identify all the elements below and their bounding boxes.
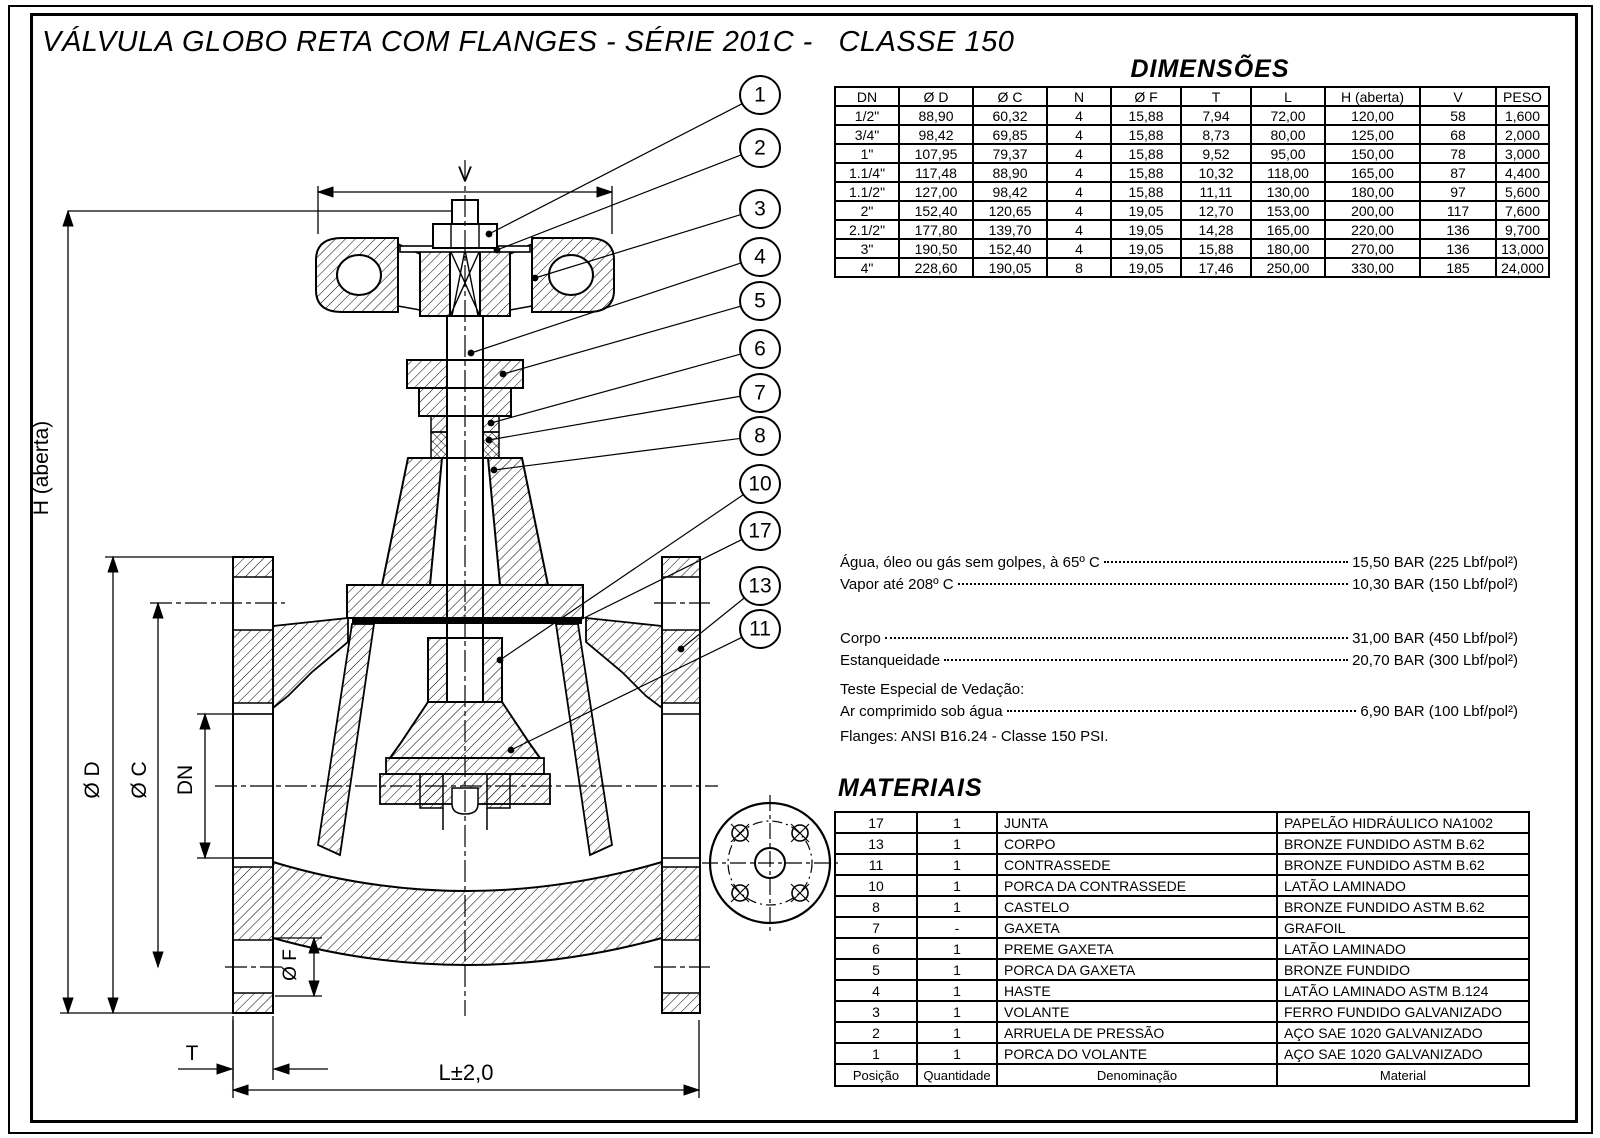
pressure-value: 31,00 BAR (450 Lbf/pol²) [1352,630,1518,647]
dim-label-l: L±2,0 [438,1060,494,1085]
table-cell: LATÃO LAMINADO [1277,938,1529,959]
table-row [835,938,1529,959]
table-cell: 1.1/2" [835,182,899,201]
table-cell: 14,28 [1181,220,1251,239]
table-cell: 98,42 [899,125,973,144]
table-cell: PORCA DA CONTRASSEDE [997,875,1277,896]
pressure-line [840,701,1518,723]
table-cell: 15,88 [1111,125,1181,144]
table-row [835,258,1549,277]
table-cell: AÇO SAE 1020 GALVANIZADO [1277,1022,1529,1043]
table-cell: 1 [917,896,997,917]
table-cell: 19,05 [1111,201,1181,220]
callout-leader [497,155,741,250]
table-cell: - [917,917,997,938]
table-cell: 1 [917,1043,997,1064]
pressure-ratings [840,552,1518,748]
table-row [835,854,1529,875]
pressure-label: Vapor até 208º C [840,576,954,593]
table-cell: 270,00 [1325,239,1420,258]
table-cell: HASTE [997,980,1277,1001]
table-cell: 165,00 [1251,220,1325,239]
callout-leader-dot [468,350,475,357]
dimensions-table-title: DIMENSÕES [1130,55,1290,83]
table-row [835,163,1549,182]
table-cell: V [1420,87,1496,106]
table-cell: 12,70 [1181,201,1251,220]
callout-number: 13 [748,574,772,598]
table-cell: 87 [1420,163,1496,182]
table-cell: 4 [1047,239,1111,258]
callout-number: 10 [748,472,772,496]
table-cell: 3 [835,1001,917,1022]
table-cell: PORCA DO VOLANTE [997,1043,1277,1064]
table-cell: BRONZE FUNDIDO ASTM B.62 [1277,854,1529,875]
table-cell: 4 [1047,182,1111,201]
table-row [835,144,1549,163]
table-cell: 72,00 [1251,106,1325,125]
table-cell: 200,00 [1325,201,1420,220]
callout-leader-dot [497,657,504,664]
table-cell: GAXETA [997,917,1277,938]
table-cell: 4 [1047,106,1111,125]
table-cell: VOLANTE [997,1001,1277,1022]
seat-lock-nut [428,638,447,702]
callout-number: 6 [754,337,766,361]
callout-leader [494,438,740,470]
table-cell: 1 [917,854,997,875]
table-cell: 1/2" [835,106,899,125]
table-cell: 180,00 [1251,239,1325,258]
table-cell: 3,000 [1496,144,1549,163]
table-cell: 4 [1047,220,1111,239]
dot-leader [958,583,1348,585]
callout-leader-dot [508,747,515,754]
valve-body-group [233,200,700,1013]
table-row [835,106,1549,125]
table-cell: 130,00 [1251,182,1325,201]
table-cell: 2.1/2" [835,220,899,239]
dim-label-h: H (aberta) [30,420,53,516]
table-cell: 153,00 [1251,201,1325,220]
table-cell: 4" [835,258,899,277]
table-cell: 13,000 [1496,239,1549,258]
table-cell: 13 [835,833,917,854]
table-cell: Denominação [997,1064,1277,1086]
table-cell: 117,48 [899,163,973,182]
table-row [835,833,1529,854]
table-cell: 97 [1420,182,1496,201]
callout-leader-dot [500,371,507,378]
table-cell: Ø D [899,87,973,106]
table-row [835,896,1529,917]
table-cell: 1 [917,959,997,980]
table-cell: 4 [835,980,917,1001]
table-cell: 250,00 [1251,258,1325,277]
table-cell: DN [835,87,899,106]
callout-number: 11 [749,617,771,641]
table-header-row [835,87,1549,106]
pressure-line [840,552,1518,574]
table-cell: 1 [917,833,997,854]
table-cell: 98,42 [973,182,1047,201]
flange-end-view [702,795,838,931]
table-cell: 4 [1047,144,1111,163]
table-cell: PAPELÃO HIDRÁULICO NA1002 [1277,812,1529,833]
table-footer-row [835,1064,1529,1086]
table-cell: 117 [1420,201,1496,220]
table-cell: 4,400 [1496,163,1549,182]
table-cell: 1 [917,1001,997,1022]
dot-leader [944,659,1348,661]
table-cell: 1 [835,1043,917,1064]
table-cell: 136 [1420,239,1496,258]
table-cell: 68 [1420,125,1496,144]
table-cell: 1 [917,812,997,833]
table-cell: 190,05 [973,258,1047,277]
table-cell: GRAFOIL [1277,917,1529,938]
table-cell: H (aberta) [1325,87,1420,106]
table-cell: CASTELO [997,896,1277,917]
dimensions-table [834,86,1550,278]
table-cell: 330,00 [1325,258,1420,277]
callout-leader-dot [486,231,493,238]
table-cell: 7,94 [1181,106,1251,125]
table-row [835,201,1549,220]
table-cell: JUNTA [997,812,1277,833]
left-flange [233,557,273,1013]
callout-leader [489,396,740,440]
table-cell: T [1181,87,1251,106]
table-cell: 24,000 [1496,258,1549,277]
table-cell: 80,00 [1251,125,1325,144]
table-cell: 95,00 [1251,144,1325,163]
table-row [835,917,1529,938]
dim-label-dn: DN [174,764,197,796]
table-cell: 180,00 [1325,182,1420,201]
table-cell: 190,50 [899,239,973,258]
table-cell: BRONZE FUNDIDO ASTM B.62 [1277,896,1529,917]
pressure-label: Corpo [840,630,881,647]
table-cell: 4 [1047,125,1111,144]
table-row [835,1001,1529,1022]
pressure-label: Ar comprimido sob água [840,703,1003,720]
table-cell: Ø C [973,87,1047,106]
table-cell: 78 [1420,144,1496,163]
table-row [835,239,1549,258]
table-cell: BRONZE FUNDIDO [1277,959,1529,980]
table-cell: 4 [1047,163,1111,182]
pressure-label: Teste Especial de Vedação: [840,681,1025,698]
table-cell: 4 [1047,201,1111,220]
table-cell: Posição [835,1064,917,1086]
table-row [835,812,1529,833]
table-cell: 136 [1420,220,1496,239]
table-cell: 2" [835,201,899,220]
callout-leader-dot [678,646,685,653]
callout-leader-dot [488,420,495,427]
sheet-title: VÁLVULA GLOBO RETA COM FLANGES - SÉRIE 201C - CLASSE 150 [42,26,1015,58]
table-cell: 125,00 [1325,125,1420,144]
callout-leader-dot [575,618,582,625]
table-cell: 88,90 [899,106,973,125]
dim-label-f: Ø F [280,949,301,981]
table-cell: 3/4" [835,125,899,144]
dim-label-c: Ø C [128,761,151,799]
callout-number: 8 [754,424,766,448]
table-cell: 220,00 [1325,220,1420,239]
table-cell: 5 [835,959,917,980]
table-cell: 11,11 [1181,182,1251,201]
table-row [835,875,1529,896]
table-cell: 19,05 [1111,220,1181,239]
table-cell: 9,700 [1496,220,1549,239]
dot-leader [885,637,1348,639]
right-flange [662,557,700,1013]
pressure-value: 20,70 BAR (300 Lbf/pol²) [1352,652,1518,669]
table-cell: 150,00 [1325,144,1420,163]
dim-label-v: V [457,163,473,186]
callout-leader-dot [486,437,493,444]
pressure-value: 6,90 BAR (100 Lbf/pol²) [1360,703,1518,720]
table-cell: 15,88 [1111,106,1181,125]
table-cell: CONTRASSEDE [997,854,1277,875]
table-cell: BRONZE FUNDIDO ASTM B.62 [1277,833,1529,854]
materials-table-title: MATERIAIS [838,774,983,802]
pressure-line [840,628,1518,650]
table-cell: ARRUELA DE PRESSÃO [997,1022,1277,1043]
callout-leader-dot [532,275,539,282]
table-cell: 15,88 [1111,144,1181,163]
table-cell: 107,95 [899,144,973,163]
table-row [835,220,1549,239]
pressure-line [840,574,1518,596]
table-cell: 11 [835,854,917,875]
table-cell: 10 [835,875,917,896]
table-cell: 165,00 [1325,163,1420,182]
callout-number: 1 [754,83,766,107]
table-cell: Material [1277,1064,1529,1086]
table-cell: 17 [835,812,917,833]
table-cell: N [1047,87,1111,106]
table-cell: 118,00 [1251,163,1325,182]
table-row [835,182,1549,201]
table-cell: 6 [835,938,917,959]
table-cell: 120,00 [1325,106,1420,125]
callout-number: 17 [748,519,772,543]
callout-number: 4 [754,245,766,269]
dim-label-d: Ø D [81,761,104,799]
table-row [835,1022,1529,1043]
table-cell: 19,05 [1111,258,1181,277]
table-cell: 15,88 [1111,163,1181,182]
table-cell: 152,40 [973,239,1047,258]
table-cell: Ø F [1111,87,1181,106]
table-cell: 2,000 [1496,125,1549,144]
table-cell: 1 [917,980,997,1001]
table-cell: 1 [917,938,997,959]
dot-leader [1007,710,1357,712]
table-cell: 3" [835,239,899,258]
pressure-label: Água, óleo ou gás sem golpes, à 65º C [840,554,1100,571]
table-cell: LATÃO LAMINADO [1277,875,1529,896]
callout-number: 2 [754,136,766,160]
callout-number: 5 [754,289,766,313]
table-cell: PREME GAXETA [997,938,1277,959]
callout-leader [491,354,741,423]
table-cell: 15,88 [1111,182,1181,201]
table-cell: 8,73 [1181,125,1251,144]
gasket [352,618,582,624]
callout-leader-dot [494,247,501,254]
dot-leader [1104,561,1348,563]
table-cell: 139,70 [973,220,1047,239]
dim-label-t: T [185,1042,199,1065]
table-cell: 7,600 [1496,201,1549,220]
table-cell: LATÃO LAMINADO ASTM B.124 [1277,980,1529,1001]
table-cell: PESO [1496,87,1549,106]
pressure-value: 10,30 BAR (150 Lbf/pol²) [1352,576,1518,593]
table-cell: 79,37 [973,144,1047,163]
table-cell: 1" [835,144,899,163]
table-cell: 8 [835,896,917,917]
materials-table [834,811,1530,1087]
table-cell: 88,90 [973,163,1047,182]
table-cell: 127,00 [899,182,973,201]
pressure-label: Flanges: ANSI B16.24 - Classe 150 PSI. [840,728,1109,745]
table-cell: Quantidade [917,1064,997,1086]
pressure-label: Estanqueidade [840,652,941,669]
table-cell: 120,65 [973,201,1047,220]
table-cell: AÇO SAE 1020 GALVANIZADO [1277,1043,1529,1064]
pressure-value: 15,50 BAR (225 Lbf/pol²) [1352,554,1518,571]
pressure-line [840,650,1518,672]
table-cell: 152,40 [899,201,973,220]
table-cell: 1 [917,1022,997,1043]
table-cell: PORCA DA GAXETA [997,959,1277,980]
table-cell: 10,32 [1181,163,1251,182]
table-cell: 19,05 [1111,239,1181,258]
callout-number: 3 [754,197,766,221]
table-cell: 5,600 [1496,182,1549,201]
table-row [835,125,1549,144]
table-cell: 228,60 [899,258,973,277]
table-cell: 1.1/4" [835,163,899,182]
table-cell: 185 [1420,258,1496,277]
pressure-line [840,679,1518,701]
table-cell: 17,46 [1181,258,1251,277]
table-cell: CORPO [997,833,1277,854]
table-cell: 69,85 [973,125,1047,144]
table-cell: FERRO FUNDIDO GALVANIZADO [1277,1001,1529,1022]
table-cell: 60,32 [973,106,1047,125]
callout-number: 7 [754,381,766,405]
table-cell: 177,80 [899,220,973,239]
table-cell: 8 [1047,258,1111,277]
pressure-line [840,726,1518,748]
table-cell: 1,600 [1496,106,1549,125]
table-row [835,1043,1529,1064]
table-cell: 7 [835,917,917,938]
table-row [835,980,1529,1001]
table-cell: 15,88 [1181,239,1251,258]
table-cell: L [1251,87,1325,106]
table-cell: 58 [1420,106,1496,125]
table-cell: 2 [835,1022,917,1043]
table-row [835,959,1529,980]
callout-leader-dot [491,467,498,474]
table-cell: 1 [917,875,997,896]
table-cell: 9,52 [1181,144,1251,163]
